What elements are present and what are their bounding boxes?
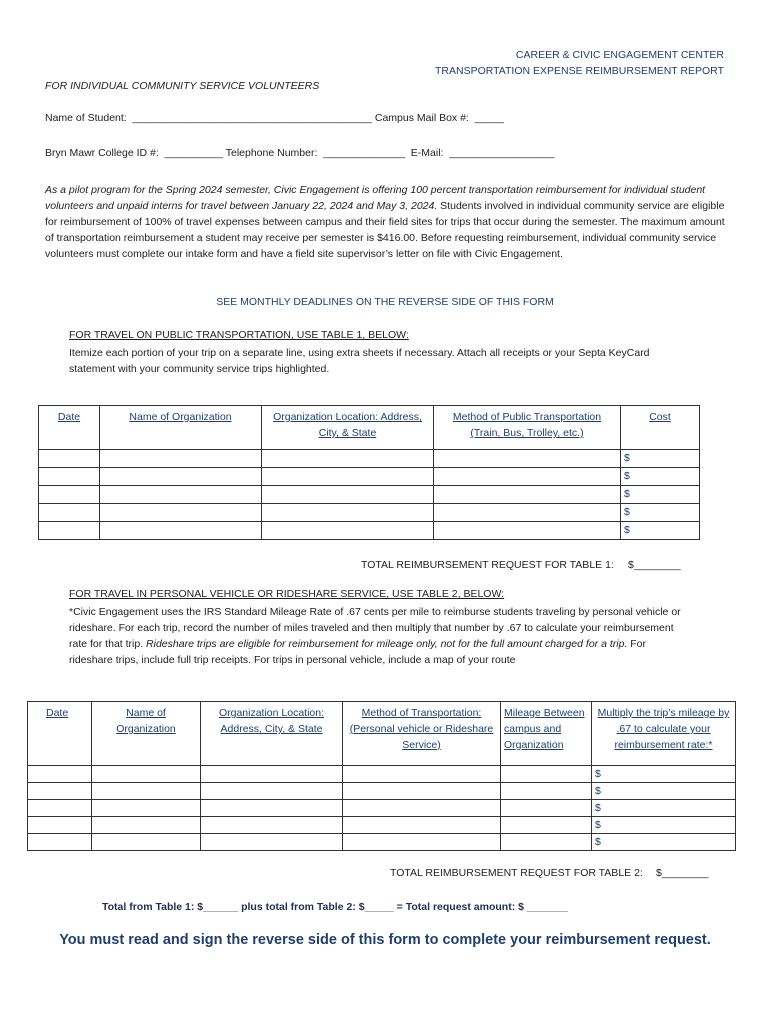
- table1-col-organization: Name of Organization: [100, 406, 262, 450]
- cost-cell[interactable]: $: [621, 486, 700, 504]
- header-center-name: CAREER & CIVIC ENGAGEMENT CENTER: [515, 49, 724, 61]
- table2-col-method: Method of Transportation: (Personal vehicle or Rideshare Service): [343, 702, 501, 766]
- rate-cell[interactable]: $: [592, 817, 736, 834]
- signature-reminder: You must read and sign the reverse side of this form to complete your reimbursement request.: [59, 932, 711, 948]
- table1-heading: FOR TRAVEL ON PUBLIC TRANSPORTATION, USE TABLE 1, BELOW:: [69, 329, 409, 341]
- rate-cell[interactable]: $: [592, 834, 736, 851]
- table1-col-date: Date: [39, 406, 100, 450]
- table2-total-label: TOTAL REIMBURSEMENT REQUEST FOR TABLE 2:: [390, 867, 643, 879]
- table1-col-method: Method of Public Transportation (Train, Bus, Trolley, etc.): [434, 406, 621, 450]
- table1-col-location: Organization Location: Address, City, & State: [262, 406, 434, 450]
- table2-col-location: Organization Location: Address, City, & State: [201, 702, 343, 766]
- table-row[interactable]: [28, 783, 736, 800]
- table1-header-row: [39, 406, 700, 450]
- table1-total-blank[interactable]: $________: [628, 559, 681, 571]
- table-row[interactable]: [28, 817, 736, 834]
- intro-paragraph: [45, 182, 725, 262]
- intro-regular-text: Students involved in individual community service are eligible for reimbursement of 100% of travel expenses between campus and their field sites for trips that occur during the semester. The maximum amount of transportation reimbursement a student may receive per semester is $416.00. Before requesting reimbursement, individual community service volunteers must complete our intake form and have a field site supervisor’s letter on file with Civic Engagement.: [45, 200, 725, 260]
- header-report-title: TRANSPORTATION EXPENSE REIMBURSEMENT REPORT: [435, 65, 724, 77]
- form-subtitle: FOR INDIVIDUAL COMMUNITY SERVICE VOLUNTEERS: [45, 80, 320, 92]
- table1-col-cost: Cost: [621, 406, 700, 450]
- table-row[interactable]: [28, 834, 736, 851]
- table-row[interactable]: [39, 450, 700, 468]
- rate-cell[interactable]: $: [592, 783, 736, 800]
- id-phone-email-field[interactable]: Bryn Mawr College ID #: __________ Telephone Number: ______________ E-Mail: __________________: [45, 147, 555, 159]
- table2-heading: FOR TRAVEL IN PERSONAL VEHICLE OR RIDESHARE SERVICE, USE TABLE 2, BELOW:: [69, 588, 505, 600]
- table2-total-blank[interactable]: $________: [656, 867, 709, 879]
- table2-col-organization: Name of Organization: [92, 702, 201, 766]
- table-row[interactable]: [39, 468, 700, 486]
- table1-instructions: Itemize each portion of your trip on a separate line, using extra sheets if necessary. Attach all receipts or your Septa KeyCard statement with your community service trips highlighted.: [69, 347, 650, 375]
- rate-cell[interactable]: $: [592, 766, 736, 783]
- table-row[interactable]: [39, 504, 700, 522]
- intro-italic-text: As a pilot program for the Spring 2024 semester, Civic Engagement is offering 100 percent transportation reimbursement for individual student volunteers and unpaid interns for travel between January 22, 2024 and May 3, 2024.: [45, 184, 706, 212]
- cost-cell[interactable]: $: [621, 450, 700, 468]
- table-row[interactable]: [28, 766, 736, 783]
- table1-total-label: TOTAL REIMBURSEMENT REQUEST FOR TABLE 1:: [361, 559, 614, 571]
- cost-cell[interactable]: $: [621, 504, 700, 522]
- table-row[interactable]: [28, 800, 736, 817]
- table2-col-rate: Multiply the trip’s mileage by .67 to calculate your reimbursement rate:*: [592, 702, 736, 766]
- table2-header-row: [28, 702, 736, 766]
- student-name-mailbox-field[interactable]: Name of Student: _________________________________________ Campus Mail Box #: _____: [45, 112, 504, 124]
- rate-cell[interactable]: $: [592, 800, 736, 817]
- table2: [27, 701, 736, 851]
- cost-cell[interactable]: $: [621, 522, 700, 540]
- cost-cell[interactable]: $: [621, 468, 700, 486]
- table2-instructions: *Civic Engagement uses the IRS Standard Mileage Rate of .67 cents per mile to reimburse students traveling by personal vehicle or rideshare. For each trip, record the number of miles traveled and then multiply that number by .67 to calculate your reimbursement rate for that trip. Rideshare trips are eligible for reimbursement for mileage only, not for the full amount charged for a trip. For rideshare trips, include full trip receipts. For trips in personal vehicle, include a map of your route: [69, 606, 681, 666]
- table1: [38, 405, 700, 540]
- table-row[interactable]: [39, 522, 700, 540]
- deadlines-note: SEE MONTHLY DEADLINES ON THE REVERSE SIDE OF THIS FORM: [216, 296, 554, 308]
- table2-rideshare-note: Rideshare trips are eligible for reimbursement for mileage only, not for the full amount charged for a trip.: [146, 638, 628, 650]
- table2-col-date: Date: [28, 702, 92, 766]
- table2-col-mileage: Mileage Between campus and Organization: [501, 702, 592, 766]
- table-row[interactable]: [39, 486, 700, 504]
- grand-total-line[interactable]: Total from Table 1: $______ plus total from Table 2: $_____ = Total request amount: $ _______: [102, 901, 568, 913]
